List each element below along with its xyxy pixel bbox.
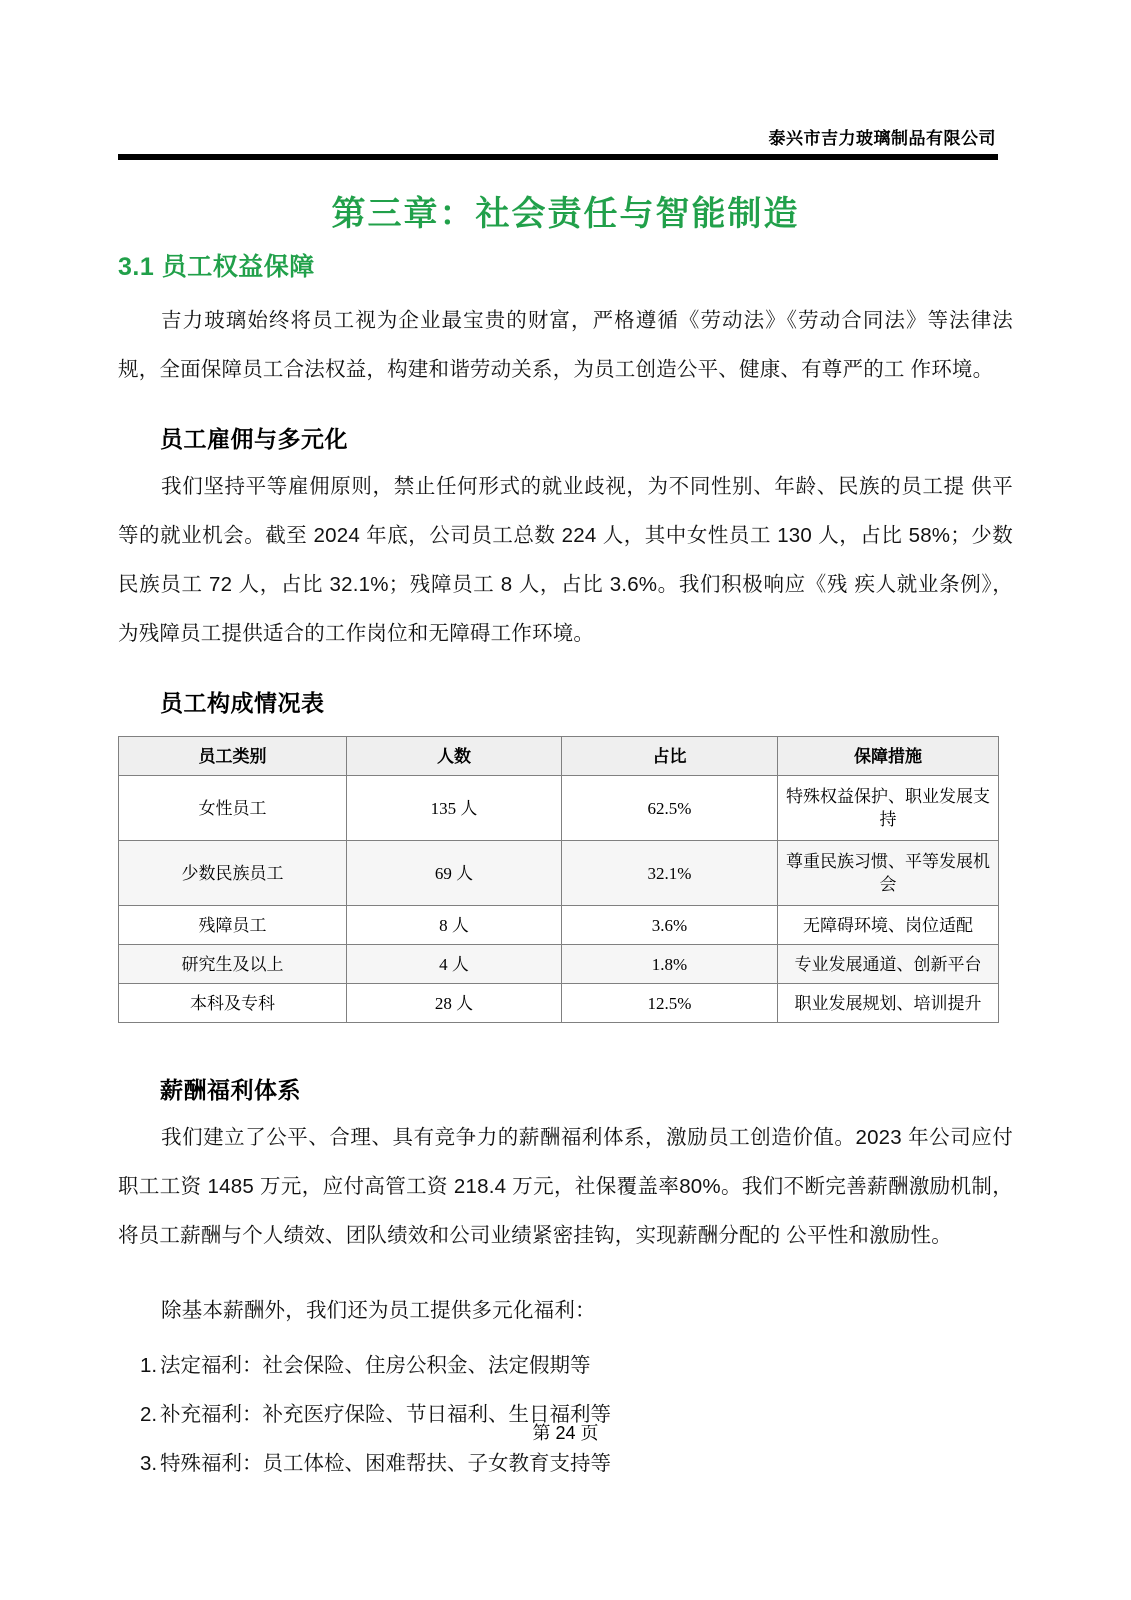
staff-table-heading: 员工构成情况表 — [160, 690, 325, 716]
benefits-intro-paragraph: 除基本薪酬外，我们还为员工提供多元化福利： — [161, 1299, 596, 1322]
header-divider-rule — [118, 154, 998, 160]
column-header-measure: 保障措施 — [778, 737, 999, 776]
staff-composition-table — [118, 736, 999, 1023]
list-item: 特殊福利：员工体检、困难帮扶、子女教育支持等 — [160, 1452, 611, 1475]
table-row — [119, 984, 999, 1023]
cell-measure: 无障碍环境、岗位适配 — [778, 906, 999, 945]
table-header-row — [119, 737, 999, 776]
list-item: 补充福利：补充医疗保险、节日福利、生日福利等 — [160, 1403, 611, 1426]
cell-count: 28 人 — [347, 984, 562, 1023]
cell-measure: 职业发展规划、培训提升 — [778, 984, 999, 1023]
cell-measure: 尊重民族习惯、平等发展机会 — [778, 841, 999, 906]
cell-category: 女性员工 — [119, 776, 347, 841]
page-footer-number: 第 24 页 — [532, 1423, 599, 1443]
section-intro-paragraph: 吉力玻璃始终将员工视为企业最宝贵的财富，严格遵循《劳动法》《劳动合同法》等法律法规，全面保障员工合法权益，构建和谐劳动关系，为员工创造公平、健康、有尊严的工 作环境。 — [118, 309, 1013, 381]
compensation-paragraph: 我们建立了公平、合理、具有竞争力的薪酬福利体系，激励员工创造价值。2023 年公司应付职工工资 1485 万元，应付高管工资 218.4 万元，社保覆盖率80%。我们不断完善薪酬激励机制，将员工薪酬与个人绩效、团队绩效和公司业绩紧密挂钩，实现薪酬分配的 公平性和激励性。 — [118, 1126, 1013, 1247]
cell-category: 本科及专科 — [119, 984, 347, 1023]
table-row — [119, 776, 999, 841]
cell-ratio: 3.6% — [562, 906, 778, 945]
table-row — [119, 945, 999, 984]
benefits-list — [118, 1341, 1013, 1488]
column-header-category: 员工类别 — [119, 737, 347, 776]
column-header-ratio: 占比 — [562, 737, 778, 776]
section-title: 3.1 员工权益保障 — [118, 253, 315, 281]
cell-count: 135 人 — [347, 776, 562, 841]
cell-count: 4 人 — [347, 945, 562, 984]
chapter-title: 第三章：社会责任与智能制造 — [331, 195, 800, 233]
cell-measure: 专业发展通道、创新平台 — [778, 945, 999, 984]
cell-count: 69 人 — [347, 841, 562, 906]
cell-category: 残障员工 — [119, 906, 347, 945]
header-company-name: 泰兴市吉力玻璃制品有限公司 — [768, 129, 996, 148]
document-body — [118, 296, 1013, 1488]
cell-count: 8 人 — [347, 906, 562, 945]
staff-composition-table-wrapper — [118, 736, 998, 1023]
page-header — [118, 128, 998, 160]
list-item: 法定福利：社会保险、住房公积金、法定假期等 — [160, 1354, 591, 1377]
cell-measure: 特殊权益保护、职业发展支持 — [778, 776, 999, 841]
cell-category: 研究生及以上 — [119, 945, 347, 984]
cell-category: 少数民族员工 — [119, 841, 347, 906]
table-row — [119, 841, 999, 906]
table-row — [119, 906, 999, 945]
cell-ratio: 12.5% — [562, 984, 778, 1023]
cell-ratio: 62.5% — [562, 776, 778, 841]
employment-heading: 员工雇佣与多元化 — [160, 426, 348, 452]
compensation-heading: 薪酬福利体系 — [160, 1077, 301, 1103]
column-header-count: 人数 — [347, 737, 562, 776]
employment-paragraph: 我们坚持平等雇佣原则，禁止任何形式的就业歧视，为不同性别、年龄、民族的员工提 供平等的就业机会。截至 2024 年底，公司员工总数 224 人，其中女性员工 130 人，占比 58%；少数民族员工 72 人，占比 32.1%；残障员工 8 人，占比 3.6%。我们积极响应《残 疾人就业条例》，为残障员工提供适合的工作岗位和无障碍工作环境。 — [118, 475, 1013, 645]
cell-ratio: 1.8% — [562, 945, 778, 984]
cell-ratio: 32.1% — [562, 841, 778, 906]
